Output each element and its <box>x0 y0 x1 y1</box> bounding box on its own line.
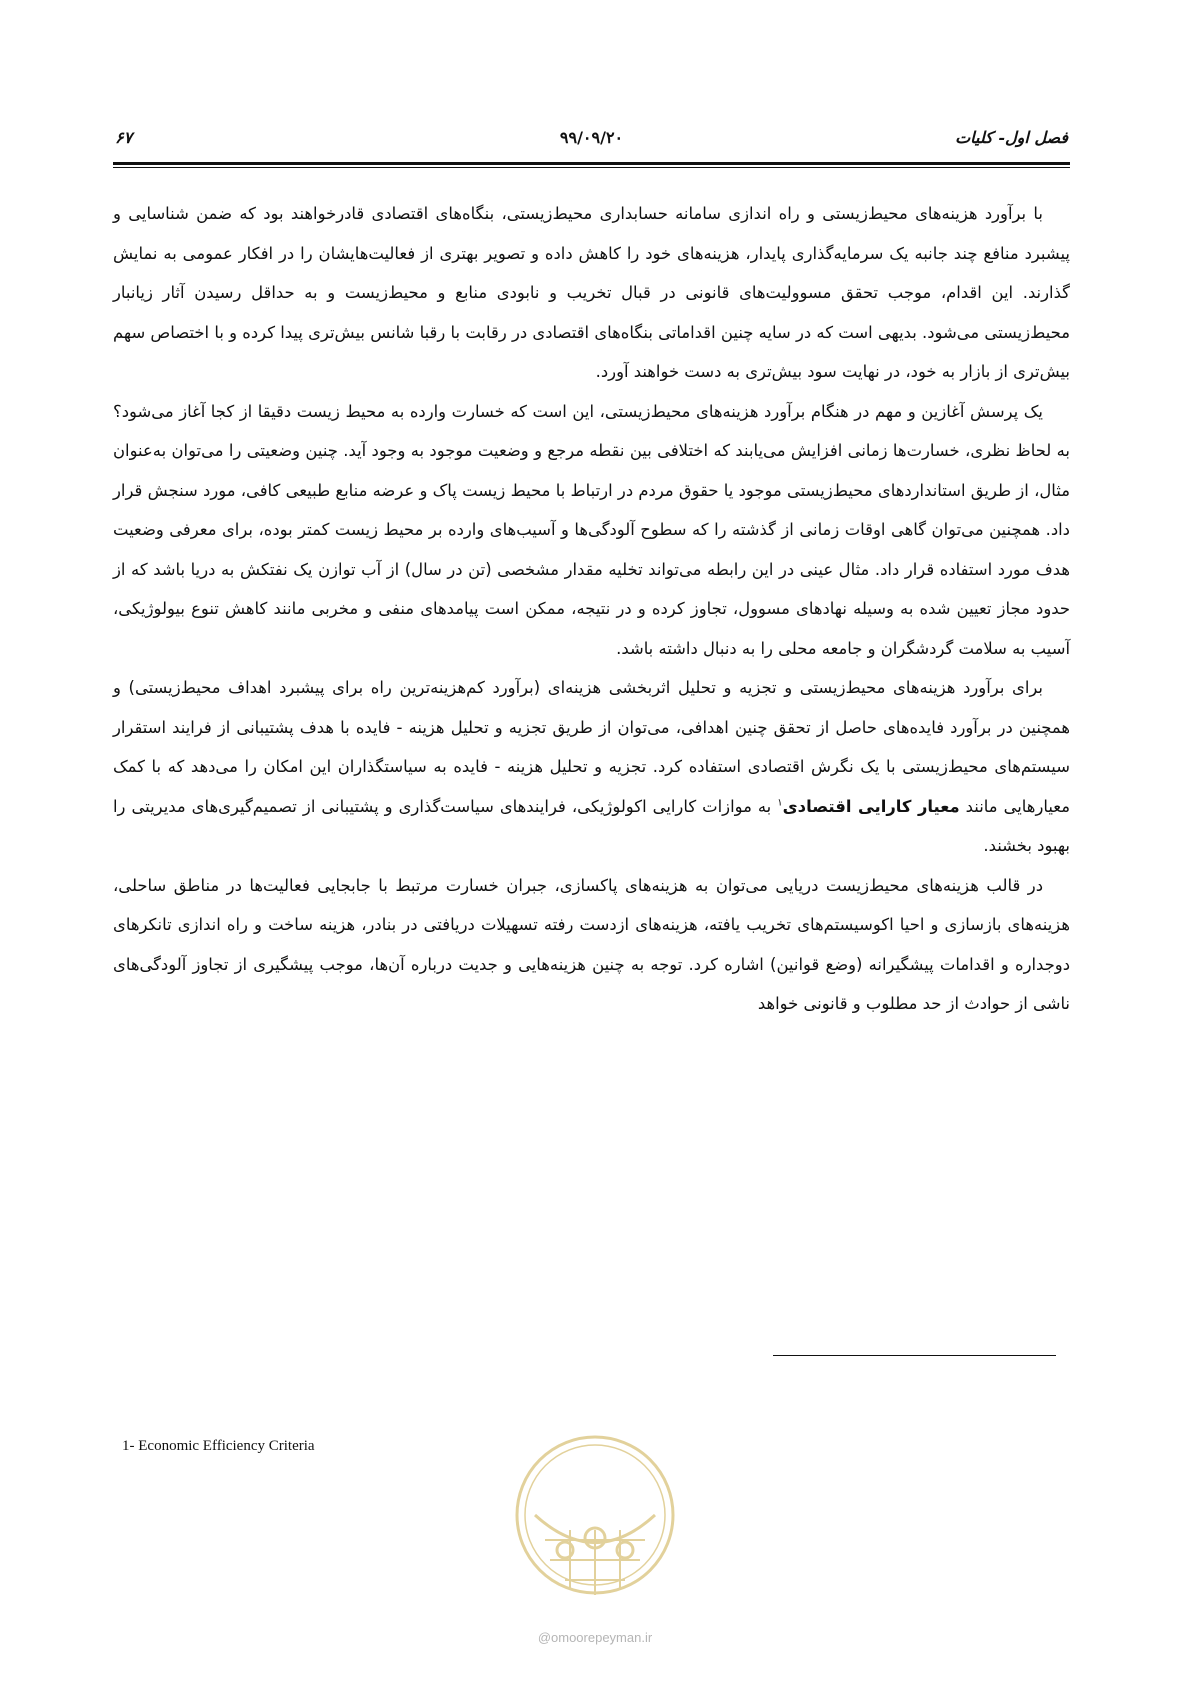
header-rule-thin <box>113 167 1070 168</box>
footnote-rule <box>773 1355 1056 1356</box>
header-rule-thick <box>113 162 1070 165</box>
footnote: 1- Economic Efficiency Criteria <box>122 1438 315 1454</box>
footnote-ref[interactable]: ۱ <box>777 797 783 809</box>
watermark-seal-icon <box>510 1420 680 1620</box>
paragraph-4: در قالب هزینه‌های محیط‌زیست دریایی می‌توان به هزینه‌های پاکسازی، جبران خسارت مرتبط با جابجایی فعالیت‌ها در مناطق ساحلی، هزینه‌های بازسازی و احیا اکوسیستم‌های تخریب یافته، هزینه‌های ازدست رفته تسهیلات دریافتی در بنادر، هزینه ساخت و راه اندازی تانکرهای دوجداره و اقدامات پیشگیرانه (وضع قوانین) اشاره کرد. توجه به چنین هزینه‌هایی و جدیت درباره آن‌ها، موجب پیشگیری از تجاوز آلودگی‌های ناشی از حوادث از حد مطلوب و قانونی خواهد <box>113 875 1070 1013</box>
page-number: ۶۷ <box>115 128 133 147</box>
page-header <box>115 128 1068 152</box>
paragraph-3-after: به موازات کارایی اکولوژیکی، فرایندهای سیاست‌گذاری و پشتیبانی از تصمیم‌گیری‌های مدیریتی را بهبود بخشند. <box>113 796 1070 855</box>
paragraph-3-before: برای برآورد هزینه‌های محیط‌زیستی و تجزیه و تحلیل اثربخشی هزینه‌ای (برآورد کم‌هزینه‌ترین راه برای پیشبرد اهداف محیط‌زیستی) و همچنین در برآورد فایده‌های حاصل از تحقق چنین اهدافی، می‌توان از طریق تجزیه و تحلیل هزینه - فایده با هدف پشتیبانی از فرایند استقرار سیستم‌های محیط‌زیستی با یک نگرش اقتصادی استفاده کرد. تجزیه و تحلیل هزینه - فایده به سیاستگذاران این امکان را می‌دهد که با کمک معیارهایی مانند <box>113 678 1070 816</box>
watermark-site: @omoorepeyman.ir <box>537 1630 653 1645</box>
paragraph-1: با برآورد هزینه‌های محیط‌زیستی و راه اندازی سامانه حسابداری محیط‌زیستی، بنگاه‌های اقتصادی قادرخواهند بود که ضمن شناسایی و پیشبرد منافع چند جانبه یک سرمایه‌گذاری پایدار، هزینه‌های خود را کاهش داده و تصویر بهتری از فعالیت‌هایشان را در افکار عمومی به نمایش گذارند. این اقدام، موجب تحقق مسوولیت‌های قانونی در قبال تخریب و نابودی منابع و محیط‌زیست و به حداقل رسیدن آثار زیانبار محیط‌زیستی می‌شود. بدیهی است که در سایه چنین اقداماتی بنگاه‌های اقتصادی در رقابت با رقبا شانس بیش‌تری پیدا کرده و با اختصاص سهم بیش‌تری از بازار به خود، در نهایت سود بیش‌تری به دست خواهند آورد. <box>113 204 1070 381</box>
paragraph-3 <box>113 668 1070 866</box>
header-date: ۹۹/۰۹/۲۰ <box>559 128 624 147</box>
key-term: معیار کارایی اقتصادی <box>782 796 960 816</box>
chapter-title: فصل اول- کلیات <box>955 128 1068 147</box>
paragraph-2: یک پرسش آغازین و مهم در هنگام برآورد هزینه‌های محیط‌زیستی، این است که خسارت وارده به محیط زیست دقیقا از کجا آغاز می‌شود؟ به لحاظ نظری، خسارت‌ها زمانی افزایش می‌یابند که اختلافی بین نقطه مرجع و وضعیت موجود به وجود آید. چنین وضعیتی را می‌توان به‌عنوان مثال، از طریق استانداردهای محیط‌زیستی موجود یا حقوق مردم در ارتباط با محیط زیست پاک و عرضه منابع طبیعی کافی، مورد سنجش قرار داد. همچنین می‌توان گاهی اوقات زمانی از گذشته را که سطوح آلودگی‌ها و آسیب‌های وارده بر محیط زیست کمتر بوده، برای معرفی وضعیت هدف مورد استفاده قرار داد. مثال عینی در این رابطه می‌تواند تخلیه مقدار مشخصی (تن در سال) از آب توازن یک نفتکش به دریا باشد که از حدود مجاز تعیین شده به وسیله نهادهای مسوول، تجاوز کرده و در نتیجه، ممکن است پیامدهای منفی و مخربی مانند کاهش تنوع بیولوژیکی، آسیب به سلامت گردشگران و جامعه محلی را به دنبال داشته باشد. <box>113 401 1070 658</box>
body-text <box>113 194 1070 1024</box>
